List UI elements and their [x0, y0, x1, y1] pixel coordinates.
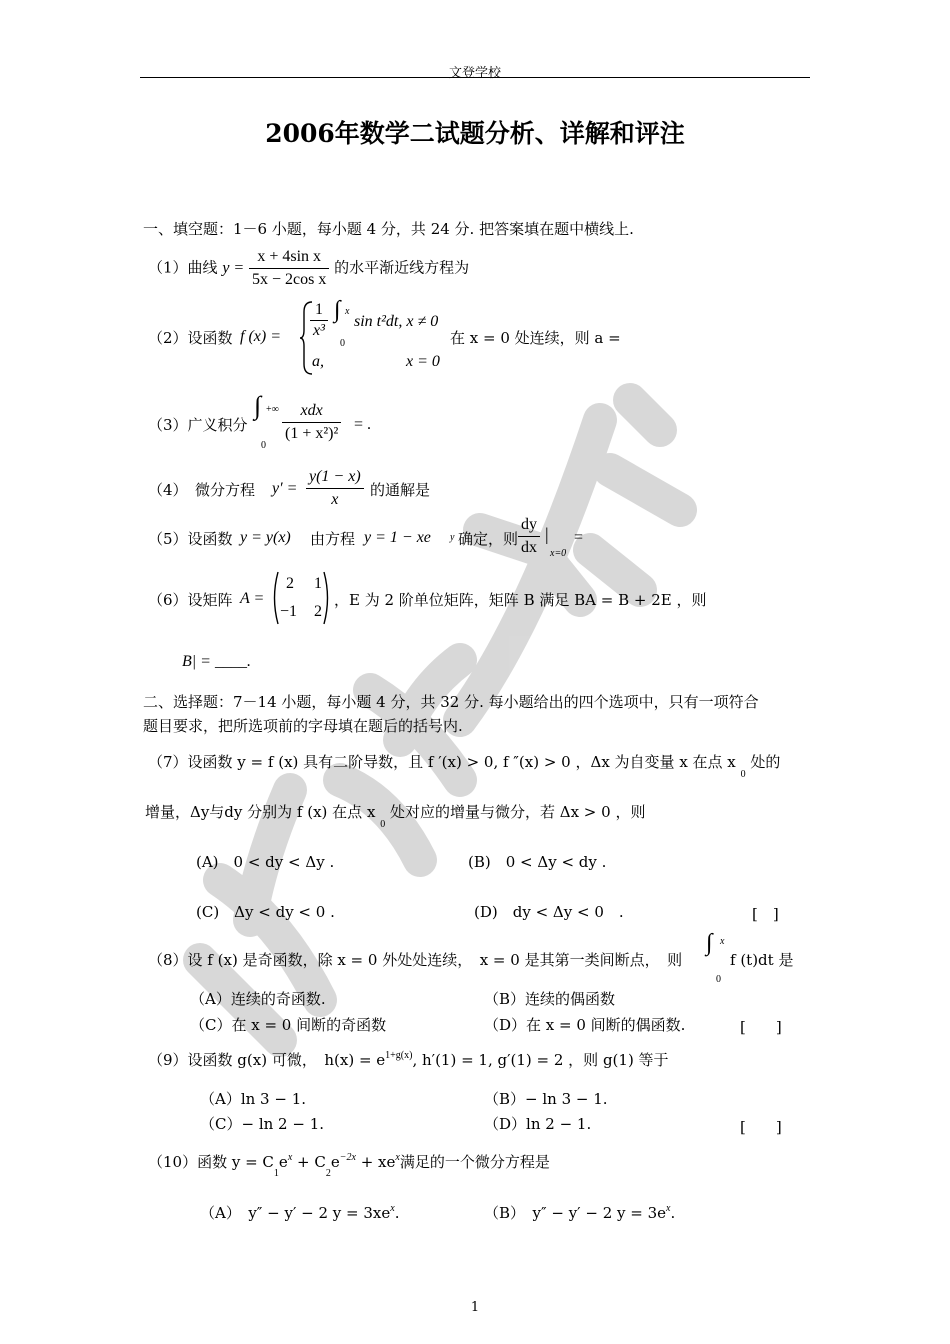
q8-option-a[interactable]: （A）连续的奇函数. [190, 990, 326, 1008]
q7-line-1-end: 处的 [750, 753, 781, 771]
q6-lhs: A = [240, 590, 265, 607]
question-1 [148, 246, 469, 291]
q10-option-a-text: （A） y″ − y′ − 2 y = 3xe [200, 1204, 391, 1222]
q10-option-a[interactable]: （A） y″ − y′ − 2 $y = 3xe^x$. [200, 1203, 400, 1222]
q1-lhs: y = [222, 259, 245, 277]
q1-numerator: x + 4sin x [249, 246, 329, 269]
q6-label: （6）设矩阵 [148, 591, 233, 609]
page-header: 文登学校 [448, 66, 501, 81]
q8-option-c[interactable]: （C）在 x = 0 间断的奇函数 [190, 1016, 387, 1034]
q10-plus-c2: + C [292, 1153, 326, 1171]
page-number: 1 [470, 1300, 480, 1315]
q7-option-c[interactable]: (C) Δy < dy < 0 . [196, 903, 335, 921]
q10-line-1-end: 满足的一个微分方程是 [399, 1153, 550, 1171]
q1-denominator: 5x − 2cos x [252, 271, 327, 288]
q9-line-1-end: , h′(1) = 1, g′(1) = 2 ，则 g(1) 等于 [412, 1051, 669, 1069]
q3-tail: = . [354, 416, 372, 433]
q7-option-a[interactable]: (A) 0 < dy < Δy . [196, 853, 335, 871]
q4-numerator: y(1 − x) [306, 466, 364, 489]
header-rule [140, 77, 810, 78]
q4-label: （4） 微分方程 [148, 481, 256, 499]
q4-fraction [306, 466, 364, 511]
q6-matrix-a22: 2 [314, 603, 322, 620]
q3-fraction [282, 400, 341, 445]
q6-tail: ，E 为 2 阶单位矩阵，矩阵 B 满足 BA = B + 2E ，则 [334, 591, 707, 609]
q1-tail: 的水平渐近线方程为 [334, 258, 470, 277]
q2-case-2-condition: x = 0 [406, 353, 440, 370]
question-10-line-1: （10）函数 $y = C_1e^x + C_2e^{-2x} + xe^x$满足的一个微分方程是 [148, 1152, 550, 1179]
q7-answer-bracket[interactable]: [ ] [752, 905, 779, 923]
integral-sign: ∫ [334, 297, 341, 323]
q10-plus-xe: + xe [355, 1153, 396, 1171]
q7-line-2: 增量，Δy与dy 分别为 f (x) 在点 x [145, 803, 376, 821]
q10-option-b-text: （B） y″ − y′ − 2 y = 3e [484, 1204, 666, 1222]
q6-matrix-a11: 2 [286, 575, 294, 592]
q7-line-2-end: 处对应的增量与微分，若 Δx > 0 ，则 [389, 803, 646, 821]
q8-answer-bracket[interactable]: [ ] [740, 1018, 782, 1036]
q9-option-d[interactable]: （D）ln 2 − 1. [484, 1115, 592, 1133]
q9-option-b[interactable]: （B）− ln 3 − 1. [484, 1090, 608, 1108]
q9-option-a[interactable]: （A）ln 3 − 1. [200, 1090, 307, 1108]
q2-label: （2）设函数 [148, 329, 233, 347]
q5-label: （5）设函数 [148, 530, 233, 548]
section-1-heading: 一、填空题：1－6 小题，每小题 4 分，共 24 分. 把答案填在题中横线上. [143, 220, 634, 238]
q10-e2: e [330, 1153, 340, 1171]
q9-line-1: （9）设函数 g(x) 可微， h(x) = e [148, 1051, 386, 1069]
q8-line-1-end: f (t)dt 是 [730, 951, 794, 969]
q1-label: （1）曲线 [148, 258, 218, 277]
q4-lhs: y′ = [272, 480, 298, 497]
q5-mid: 由方程 [310, 530, 356, 548]
q6-answer-line: B| = ____. [182, 653, 251, 670]
q3-numerator: xdx [282, 400, 341, 423]
q5-numerator: dy [518, 514, 540, 537]
q8-line-1: （8）设 f (x) 是奇函数，除 x = 0 外处处连续， x = 0 是其第一类间断点， 则 [148, 951, 683, 969]
q7-option-d[interactable]: (D) dy < Δy < 0 . [474, 903, 624, 921]
q5-denominator: dx [521, 539, 537, 556]
section-2-heading-line-1: 二、选择题：7－14 小题，每小题 4 分，共 32 分. 每小题给出的四个选项中，只有一项符合 [143, 693, 759, 711]
question-8-line-1 [148, 950, 682, 970]
q2-tail: 在 x = 0 处连续，则 a = [450, 329, 621, 347]
q10-option-b[interactable]: （B） y″ − y′ − 2 $y = 3e^x$. [484, 1203, 676, 1222]
q5-expr-2: y = 1 − xe [364, 529, 431, 546]
q5-derivative [518, 514, 540, 559]
question-9-line-1: （9）设函数 g(x) 可微， $h(x) = e^{1+g(x)}$, h′(1) = 1, g′(1) = 2 ，则 g(1) 等于 [148, 1050, 669, 1069]
q2-case-2-value: a, [312, 353, 324, 370]
q4-denominator: x [331, 491, 339, 508]
q9-answer-bracket[interactable]: [ ] [740, 1118, 782, 1136]
q7-option-b[interactable]: (B) 0 < Δy < dy . [468, 853, 607, 871]
q6-matrix-a21: −1 [280, 603, 298, 620]
integral-sign: ∫ [706, 930, 713, 956]
q2-lhs: f (x) = [240, 328, 281, 345]
q8-option-d[interactable]: （D）在 x = 0 间断的偶函数. [484, 1016, 686, 1034]
question-7-line-1: （7）设函数 y = f (x) 具有二阶导数，且 f ′(x) > 0, f ″(x) > 0 ，Δx 为自变量 x 在点 x $_0$ 处的 [148, 753, 781, 780]
question-7-line-2: 增量，Δy与dy 分别为 f (x) 在点 x $_0$ 处对应的增量与微分，若 Δx > 0 ，则 [145, 803, 646, 830]
q5-end: = [574, 529, 584, 546]
document-title: 2006年数学二试题分析、详解和评注 [265, 119, 685, 148]
section-2-heading-line-2: 题目要求，把所选项前的字母填在题后的括号内. [143, 717, 463, 735]
q3-denominator: (1 + x²)² [285, 425, 339, 442]
q5-tail: 确定，则 [458, 530, 519, 548]
q6-matrix-a12: 1 [314, 575, 322, 592]
q2-coeff-fraction: $\frac{1}{\text{x³}}$ [310, 300, 328, 341]
q4-tail: 的通解是 [370, 481, 431, 499]
q8-option-b[interactable]: （B）连续的偶函数 [484, 990, 616, 1008]
q10-e1: e [278, 1153, 288, 1171]
q5-expr-1: y = y(x) [240, 529, 291, 546]
integral-sign: ∫ [254, 391, 262, 420]
q3-label: （3）广义积分 [148, 416, 248, 434]
q9-option-c[interactable]: （C）− ln 2 − 1. [200, 1115, 324, 1133]
q1-fraction [249, 246, 329, 291]
q7-line-1: （7）设函数 y = f (x) 具有二阶导数，且 f ′(x) > 0, f ″(x) > 0 ，Δx 为自变量 x 在点 x [148, 753, 736, 771]
q10-line-1: （10）函数 y = C [148, 1153, 274, 1171]
q2-case-1: sin t²dt, x ≠ 0 [354, 313, 439, 330]
